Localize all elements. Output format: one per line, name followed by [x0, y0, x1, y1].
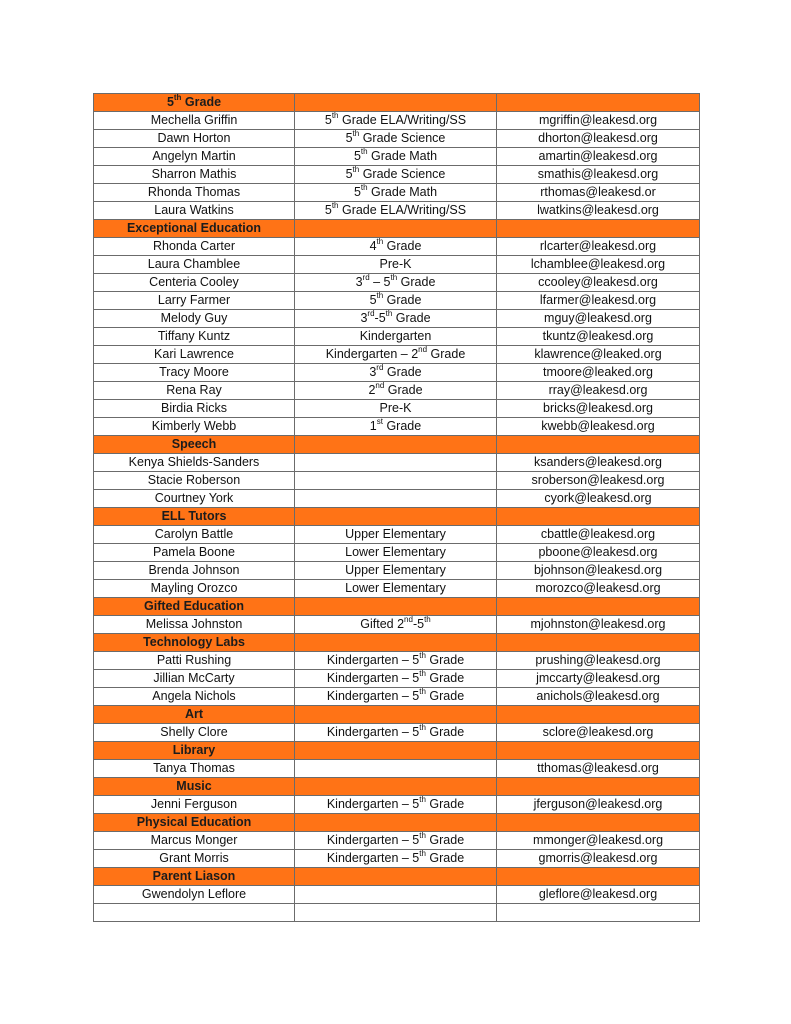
staff-name-cell: Stacie Roberson	[94, 472, 295, 490]
section-empty-cell	[497, 598, 700, 616]
section-title: Library	[94, 742, 295, 760]
staff-email-cell: ksanders@leakesd.org	[497, 454, 700, 472]
staff-email-cell: ccooley@leakesd.org	[497, 274, 700, 292]
staff-name-cell: Tanya Thomas	[94, 760, 295, 778]
staff-name-cell: Larry Farmer	[94, 292, 295, 310]
staff-assignment-cell: Kindergarten – 5th Grade	[295, 832, 497, 850]
staff-assignment-cell: Kindergarten – 5th Grade	[295, 850, 497, 868]
empty-cell	[497, 904, 700, 922]
staff-row	[94, 526, 700, 544]
staff-assignment-cell: Pre-K	[295, 256, 497, 274]
staff-assignment-cell: 5th Grade	[295, 292, 497, 310]
staff-row	[94, 148, 700, 166]
staff-email-cell: rthomas@leakesd.or	[497, 184, 700, 202]
staff-row	[94, 328, 700, 346]
section-empty-cell	[295, 220, 497, 238]
staff-email-cell: morozco@leakesd.org	[497, 580, 700, 598]
staff-row	[94, 670, 700, 688]
staff-name-cell: Rena Ray	[94, 382, 295, 400]
staff-row	[94, 760, 700, 778]
section-header-row	[94, 634, 700, 652]
staff-name-cell: Patti Rushing	[94, 652, 295, 670]
staff-row	[94, 238, 700, 256]
staff-email-cell: dhorton@leakesd.org	[497, 130, 700, 148]
staff-row	[94, 724, 700, 742]
staff-assignment-cell: Kindergarten	[295, 328, 497, 346]
section-title: Technology Labs	[94, 634, 295, 652]
staff-row	[94, 400, 700, 418]
staff-row	[94, 382, 700, 400]
staff-email-cell: lchamblee@leakesd.org	[497, 256, 700, 274]
staff-email-cell: cbattle@leakesd.org	[497, 526, 700, 544]
staff-row	[94, 652, 700, 670]
staff-row	[94, 544, 700, 562]
section-empty-cell	[295, 778, 497, 796]
staff-email-cell: sroberson@leakesd.org	[497, 472, 700, 490]
section-empty-cell	[497, 706, 700, 724]
section-empty-cell	[295, 508, 497, 526]
staff-directory-table	[93, 93, 700, 922]
section-header-row	[94, 508, 700, 526]
staff-email-cell: smathis@leakesd.org	[497, 166, 700, 184]
staff-email-cell: gmorris@leakesd.org	[497, 850, 700, 868]
staff-email-cell: mguy@leakesd.org	[497, 310, 700, 328]
staff-assignment-cell: 3rd Grade	[295, 364, 497, 382]
staff-name-cell: Angelyn Martin	[94, 148, 295, 166]
staff-row	[94, 292, 700, 310]
section-empty-cell	[295, 706, 497, 724]
staff-row	[94, 472, 700, 490]
staff-assignment-cell: Upper Elementary	[295, 526, 497, 544]
staff-name-cell: Kimberly Webb	[94, 418, 295, 436]
staff-email-cell: mgriffin@leakesd.org	[497, 112, 700, 130]
section-header-row	[94, 742, 700, 760]
staff-email-cell: rray@leakesd.org	[497, 382, 700, 400]
staff-email-cell: lfarmer@leakesd.org	[497, 292, 700, 310]
staff-email-cell: mmonger@leakesd.org	[497, 832, 700, 850]
staff-email-cell: cyork@leakesd.org	[497, 490, 700, 508]
staff-assignment-cell: 5th Grade Math	[295, 184, 497, 202]
staff-name-cell: Centeria Cooley	[94, 274, 295, 292]
staff-email-cell: tkuntz@leakesd.org	[497, 328, 700, 346]
staff-row	[94, 688, 700, 706]
staff-row	[94, 184, 700, 202]
staff-email-cell: tmoore@leaked.org	[497, 364, 700, 382]
staff-assignment-cell	[295, 490, 497, 508]
staff-assignment-cell: Kindergarten – 5th Grade	[295, 652, 497, 670]
staff-name-cell: Dawn Horton	[94, 130, 295, 148]
staff-row	[94, 832, 700, 850]
section-empty-cell	[497, 508, 700, 526]
staff-email-cell: klawrence@leaked.org	[497, 346, 700, 364]
section-empty-cell	[497, 220, 700, 238]
section-title: ELL Tutors	[94, 508, 295, 526]
staff-row	[94, 130, 700, 148]
section-title: Gifted Education	[94, 598, 295, 616]
staff-row	[94, 850, 700, 868]
section-header-row	[94, 598, 700, 616]
staff-row	[94, 562, 700, 580]
staff-assignment-cell	[295, 472, 497, 490]
staff-name-cell: Courtney York	[94, 490, 295, 508]
staff-email-cell: pboone@leakesd.org	[497, 544, 700, 562]
staff-assignment-cell: 1st Grade	[295, 418, 497, 436]
staff-name-cell: Shelly Clore	[94, 724, 295, 742]
section-empty-cell	[295, 868, 497, 886]
section-title: 5th Grade	[94, 94, 295, 112]
staff-assignment-cell: Upper Elementary	[295, 562, 497, 580]
staff-email-cell: amartin@leakesd.org	[497, 148, 700, 166]
staff-assignment-cell: 5th Grade Math	[295, 148, 497, 166]
section-title: Exceptional Education	[94, 220, 295, 238]
staff-assignment-cell: Lower Elementary	[295, 544, 497, 562]
section-empty-cell	[497, 778, 700, 796]
staff-row	[94, 886, 700, 904]
staff-row	[94, 274, 700, 292]
staff-assignment-cell: Gifted 2nd-5th	[295, 616, 497, 634]
staff-assignment-cell: Kindergarten – 5th Grade	[295, 724, 497, 742]
staff-email-cell: kwebb@leakesd.org	[497, 418, 700, 436]
staff-email-cell: bjohnson@leakesd.org	[497, 562, 700, 580]
staff-directory-body	[94, 94, 700, 922]
section-empty-cell	[295, 814, 497, 832]
staff-email-cell: anichols@leakesd.org	[497, 688, 700, 706]
empty-cell	[94, 904, 295, 922]
staff-row	[94, 202, 700, 220]
empty-cell	[295, 904, 497, 922]
staff-email-cell: bricks@leakesd.org	[497, 400, 700, 418]
staff-email-cell: prushing@leakesd.org	[497, 652, 700, 670]
staff-name-cell: Birdia Ricks	[94, 400, 295, 418]
staff-email-cell: gleflore@leakesd.org	[497, 886, 700, 904]
staff-assignment-cell: Kindergarten – 5th Grade	[295, 670, 497, 688]
staff-row	[94, 616, 700, 634]
staff-assignment-cell: 2nd Grade	[295, 382, 497, 400]
staff-assignment-cell: 5th Grade Science	[295, 130, 497, 148]
staff-assignment-cell	[295, 886, 497, 904]
staff-email-cell: jferguson@leakesd.org	[497, 796, 700, 814]
section-header-row	[94, 94, 700, 112]
staff-row	[94, 346, 700, 364]
section-header-row	[94, 220, 700, 238]
staff-row	[94, 310, 700, 328]
staff-name-cell: Grant Morris	[94, 850, 295, 868]
staff-name-cell: Jillian McCarty	[94, 670, 295, 688]
staff-name-cell: Melody Guy	[94, 310, 295, 328]
staff-assignment-cell: 5th Grade ELA/Writing/SS	[295, 202, 497, 220]
staff-assignment-cell: 4th Grade	[295, 238, 497, 256]
section-title: Art	[94, 706, 295, 724]
section-empty-cell	[497, 868, 700, 886]
staff-assignment-cell: Kindergarten – 2nd Grade	[295, 346, 497, 364]
staff-row	[94, 490, 700, 508]
staff-name-cell: Rhonda Thomas	[94, 184, 295, 202]
section-empty-cell	[295, 598, 497, 616]
staff-name-cell: Pamela Boone	[94, 544, 295, 562]
staff-name-cell: Kari Lawrence	[94, 346, 295, 364]
section-header-row	[94, 706, 700, 724]
staff-email-cell: tthomas@leakesd.org	[497, 760, 700, 778]
staff-name-cell: Rhonda Carter	[94, 238, 295, 256]
section-empty-cell	[295, 436, 497, 454]
staff-email-cell: lwatkins@leakesd.org	[497, 202, 700, 220]
section-empty-cell	[497, 436, 700, 454]
staff-assignment-cell: 3rd-5th Grade	[295, 310, 497, 328]
staff-assignment-cell: 5th Grade ELA/Writing/SS	[295, 112, 497, 130]
staff-name-cell: Mechella Griffin	[94, 112, 295, 130]
staff-name-cell: Sharron Mathis	[94, 166, 295, 184]
staff-row	[94, 454, 700, 472]
section-empty-cell	[295, 742, 497, 760]
staff-name-cell: Tracy Moore	[94, 364, 295, 382]
staff-assignment-cell: Lower Elementary	[295, 580, 497, 598]
section-empty-cell	[295, 634, 497, 652]
section-empty-cell	[295, 94, 497, 112]
section-title: Physical Education	[94, 814, 295, 832]
section-title: Parent Liason	[94, 868, 295, 886]
staff-assignment-cell: Pre-K	[295, 400, 497, 418]
section-empty-cell	[497, 634, 700, 652]
staff-name-cell: Jenni Ferguson	[94, 796, 295, 814]
staff-assignment-cell: 5th Grade Science	[295, 166, 497, 184]
blank-row	[94, 904, 700, 922]
staff-name-cell: Carolyn Battle	[94, 526, 295, 544]
section-header-row	[94, 436, 700, 454]
staff-row	[94, 166, 700, 184]
staff-email-cell: sclore@leakesd.org	[497, 724, 700, 742]
staff-email-cell: rlcarter@leakesd.org	[497, 238, 700, 256]
section-header-row	[94, 814, 700, 832]
staff-name-cell: Brenda Johnson	[94, 562, 295, 580]
section-header-row	[94, 868, 700, 886]
section-empty-cell	[497, 814, 700, 832]
staff-name-cell: Melissa Johnston	[94, 616, 295, 634]
staff-row	[94, 580, 700, 598]
staff-email-cell: mjohnston@leakesd.org	[497, 616, 700, 634]
staff-name-cell: Kenya Shields-Sanders	[94, 454, 295, 472]
section-header-row	[94, 778, 700, 796]
staff-assignment-cell	[295, 454, 497, 472]
staff-name-cell: Mayling Orozco	[94, 580, 295, 598]
staff-row	[94, 256, 700, 274]
section-empty-cell	[497, 94, 700, 112]
staff-name-cell: Gwendolyn Leflore	[94, 886, 295, 904]
staff-name-cell: Tiffany Kuntz	[94, 328, 295, 346]
staff-row	[94, 364, 700, 382]
staff-row	[94, 796, 700, 814]
staff-name-cell: Laura Chamblee	[94, 256, 295, 274]
staff-email-cell: jmccarty@leakesd.org	[497, 670, 700, 688]
section-title: Music	[94, 778, 295, 796]
staff-assignment-cell: Kindergarten – 5th Grade	[295, 796, 497, 814]
section-empty-cell	[497, 742, 700, 760]
staff-assignment-cell: Kindergarten – 5th Grade	[295, 688, 497, 706]
staff-name-cell: Laura Watkins	[94, 202, 295, 220]
staff-row	[94, 418, 700, 436]
section-title: Speech	[94, 436, 295, 454]
staff-name-cell: Marcus Monger	[94, 832, 295, 850]
staff-assignment-cell	[295, 760, 497, 778]
staff-name-cell: Angela Nichols	[94, 688, 295, 706]
staff-row	[94, 112, 700, 130]
staff-assignment-cell: 3rd – 5th Grade	[295, 274, 497, 292]
